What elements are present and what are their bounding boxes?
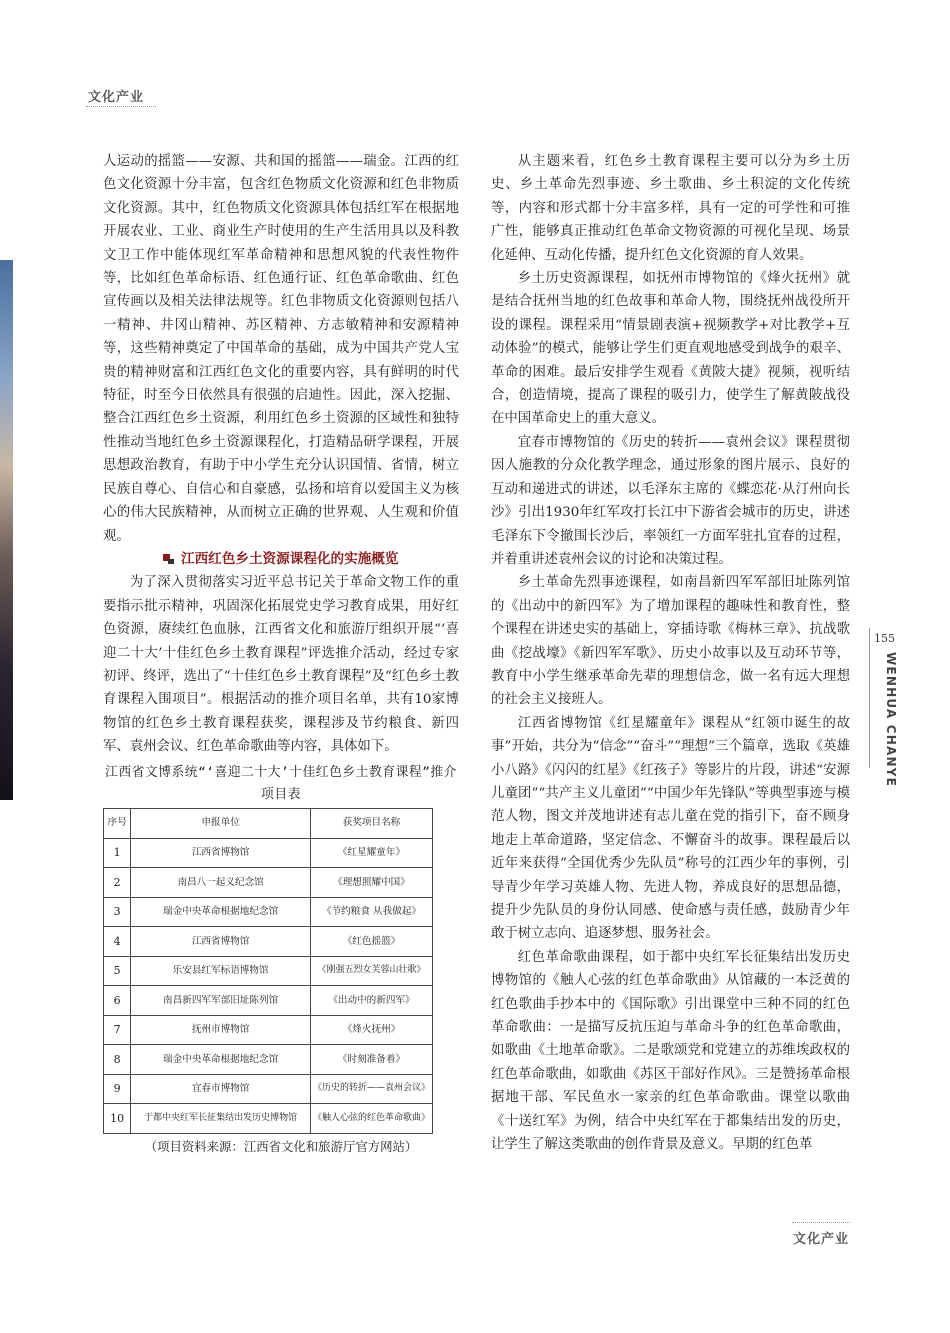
side-photo-strip — [0, 260, 13, 800]
table-cell: 江西省博物馆 — [131, 838, 311, 868]
header-divider — [86, 106, 156, 107]
left-paragraph: 人运动的摇篮——安源、共和国的摇篮——瑞金。江西的红色文化资源十分丰富，包含红色物质文化资源和红色非物质文化资源。其中，红色物质文化资源具体包括红军在根据地开展农业、工业、商业生产时使用的生产生活用具以及科教文卫工作中能体现红军革命精神和思想风貌的代表性物件等，比如红色革命标语、红色通行证、红色革命歌曲、红色宣传画以及相关法律法规等。红色非物质文化资源则包括八一精神、井冈山精神、苏区精神、方志敏精神和安源精神等，这些精神奠定了中国革命的基础，成为中国共产党人宝贵的精神财富和江西红色文化的重要内容，具有鲜明的时代特征，时至今日依然具有很强的启迪性。因此，深入挖掘、整合江西红色乡土资源，利用红色乡土资源的区域性和独特性推动当地红色乡土资源课程化，打造精品研学课程，开展思想政治教育，有助于中小学生充分认识国情、省情，树立民族自尊心、自信心和自豪感，弘扬和培育以爱国主义为核心的伟大民族精神，从而树立正确的世界观、人生观和价值观。 — [103, 154, 459, 544]
table-cell: 2 — [104, 868, 131, 898]
table-cell: 6 — [104, 986, 131, 1016]
awards-table — [103, 808, 433, 1134]
table-cell: 抚州市博物馆 — [131, 1015, 311, 1045]
table-cell: 《历史的转折——袁州会议》 — [310, 1074, 432, 1104]
table-cell: 南昌新四军军部旧址陈列馆 — [131, 986, 311, 1016]
section-heading-text: 江西红色乡土资源课程化的实施概览 — [181, 550, 399, 567]
table-cell: 江西省博物馆 — [131, 927, 311, 957]
table-cell: 3 — [104, 897, 131, 927]
right-paragraph: 乡土革命先烈事迹课程，如南昌新四军军部旧址陈列馆的《出动中的新四军》为了增加课程的趣味性和教育性，整个课程在讲述史实的基础上，穿插诗歌《梅林三章》、抗战歌曲《挖战壕》《新四军军歌》、历史小故事以及互动环节等，教育中小学生继承革命先辈的理想信念，做一名有远大理想的社会主义接班人。 — [491, 575, 850, 708]
left-paragraph: 为了深入贯彻落实习近平总书记关于革命文物工作的重要指示批示精神，巩固深化拓展党史学习教育成果，用好红色资源，赓续红色血脉，江西省文化和旅游厅组织开展“‘喜迎二十大’十佳红色乡土教育课程”评选推介活动，经过专家初评、终评，选出了“十佳红色乡土教育课程”及“红色乡土教育课程入围项目”。根据活动的推介项目名单，共有10家博物馆的红色乡土教育课程获奖，课程涉及节约粮食、新四军、袁州会议、红色革命歌曲等内容，具体如下。 — [103, 575, 459, 755]
table-header-cell: 申报单位 — [131, 808, 311, 838]
table-cell: 8 — [104, 1045, 131, 1075]
table-cell: 10 — [104, 1104, 131, 1134]
table-cell: 《理想照耀中国》 — [310, 868, 432, 898]
table-cell: 《出动中的新四军》 — [310, 986, 432, 1016]
table-row — [104, 868, 433, 898]
table-cell: 南昌八一起义纪念馆 — [131, 868, 311, 898]
table-cell: 瑞金中央革命根据地纪念馆 — [131, 1045, 311, 1075]
table-cell: 《烽火抚州》 — [310, 1015, 432, 1045]
table-title: 江西省文博系统“‘喜迎二十大’十佳红色乡土教育课程”推介项目表 — [105, 764, 457, 802]
section-heading — [103, 548, 459, 571]
table-header-row — [104, 808, 433, 838]
table-cell: 《刚强五烈女芙蓉山壮歌》 — [310, 956, 432, 986]
table-cell: 4 — [104, 927, 131, 957]
table-header-cell: 序号 — [104, 808, 131, 838]
table-cell: 5 — [104, 956, 131, 986]
vertical-title: WENHUA CHANYE — [884, 652, 898, 788]
table-cell: 《红星耀童年》 — [310, 838, 432, 868]
section-marker-icon — [163, 554, 175, 564]
table-row — [104, 1074, 433, 1104]
right-paragraph: 乡土历史资源课程，如抚州市博物馆的《烽火抚州》就是结合抚州当地的红色故事和革命人物，围绕抚州战役所开设的课程。课程采用“情景剧表演+视频教学+对比教学+互动体验”的模式，能够让学生们更直观地感受到战争的艰辛、革命的困难。最后安排学生观看《黄陂大捷》视频，视听结合，创造情境，提高了课程的吸引力，使学生了解黄陂战役在中国革命史上的重大意义。 — [491, 271, 850, 427]
table-cell: 《触人心弦的红色革命歌曲》 — [310, 1104, 432, 1134]
left-column — [103, 150, 459, 1158]
right-column — [491, 150, 850, 1156]
table-row — [104, 897, 433, 927]
footer-divider — [792, 1222, 850, 1223]
right-paragraph: 红色革命歌曲课程，如于都中央红军长征集结出发历史博物馆的《触人心弦的红色革命歌曲》从馆藏的一本泛黄的红色歌曲手抄本中的《国际歌》引出课堂中三种不同的红色革命歌曲：一是描写反抗压迫与革命斗争的红色革命歌曲，如歌曲《土地革命歌》。二是歌颂党和党建立的苏维埃政权的红色革命歌曲，如歌曲《苏区干部好作风》。三是赞扬革命根据地干部、军民鱼水一家亲的红色革命歌曲。课堂以歌曲《十送红军》为例，结合中央红军在于都集结出发的历史，让学生了解这类歌曲的创作背景及意义。早期的红色革 — [491, 949, 850, 1153]
table-header-cell: 获奖项目名称 — [310, 808, 432, 838]
table-row — [104, 1104, 433, 1134]
page-number-divider — [869, 628, 870, 768]
table-cell: 于都中央红军长征集结出发历史博物馆 — [131, 1104, 311, 1134]
table-cell: 宜春市博物馆 — [131, 1074, 311, 1104]
table-row — [104, 1015, 433, 1045]
table-cell: 瑞金中央革命根据地纪念馆 — [131, 897, 311, 927]
right-paragraph: 宜春市博物馆的《历史的转折——袁州会议》课程贯彻因人施教的分众化教学理念，通过形象的图片展示、良好的互动和递进式的讲述，以毛泽东主席的《蝶恋花·从汀州向长沙》引出1930年红军攻打长江中下游省会城市的历史，讲述毛泽东下令撤围长沙后，率领红一方面军驻扎宜春的过程，并着重讲述袁州会议的讨论和决策过程。 — [491, 434, 850, 567]
table-cell: 乐安县红军标语博物馆 — [131, 956, 311, 986]
right-paragraph: 江西省博物馆《红星耀童年》课程从“红领巾诞生的故事”开始，共分为“信念”“奋斗”“理想”三个篇章，选取《英雄小八路》《闪闪的红星》《红孩子》等影片的片段，讲述“安源儿童团”“共产主义儿童团”“中国少年先锋队”等典型事迹与模范人物，图文并茂地讲述有志儿童在党的指引下，奋不顾身地走上革命道路，坚定信念、不懈奋斗的故事。课程最后以近年来获得“全国优秀少先队员”称号的江西少年的事例，引导青少年学习英雄人物、先进人物，养成良好的思想品德，提升少先队员的身份认同感、使命感与责任感，鼓励青少年敢于树立志向、追逐梦想、服务社会。 — [491, 715, 850, 942]
table-cell: 7 — [104, 1015, 131, 1045]
table-source: （项目资料来源：江西省文化和旅游厅官方网站） — [144, 1138, 418, 1154]
header-section-tag: 文化产业 — [88, 90, 145, 105]
table-row — [104, 927, 433, 957]
page-number: 155 — [874, 632, 895, 645]
table-cell: 9 — [104, 1074, 131, 1104]
table-row — [104, 986, 433, 1016]
right-paragraph: 从主题来看，红色乡土教育课程主要可以分为乡土历史、乡土革命先烈事迹、乡土歌曲、乡土积淀的文化传统等，内容和形式都十分丰富多样，具有一定的可学性和可推广性，能够真正推动红色革命文物资源的可视化呈现、场景化延伸、互动化传播，提升红色文化资源的育人效果。 — [491, 154, 850, 263]
table-cell: 《时刻准备着》 — [310, 1045, 432, 1075]
table-cell: 1 — [104, 838, 131, 868]
table-cell: 《红色摇篮》 — [310, 927, 432, 957]
footer-section-tag: 文化产业 — [793, 1232, 850, 1247]
table-row — [104, 956, 433, 986]
table-row — [104, 838, 433, 868]
table-row — [104, 1045, 433, 1075]
table-cell: 《节约粮食 从我做起》 — [310, 897, 432, 927]
